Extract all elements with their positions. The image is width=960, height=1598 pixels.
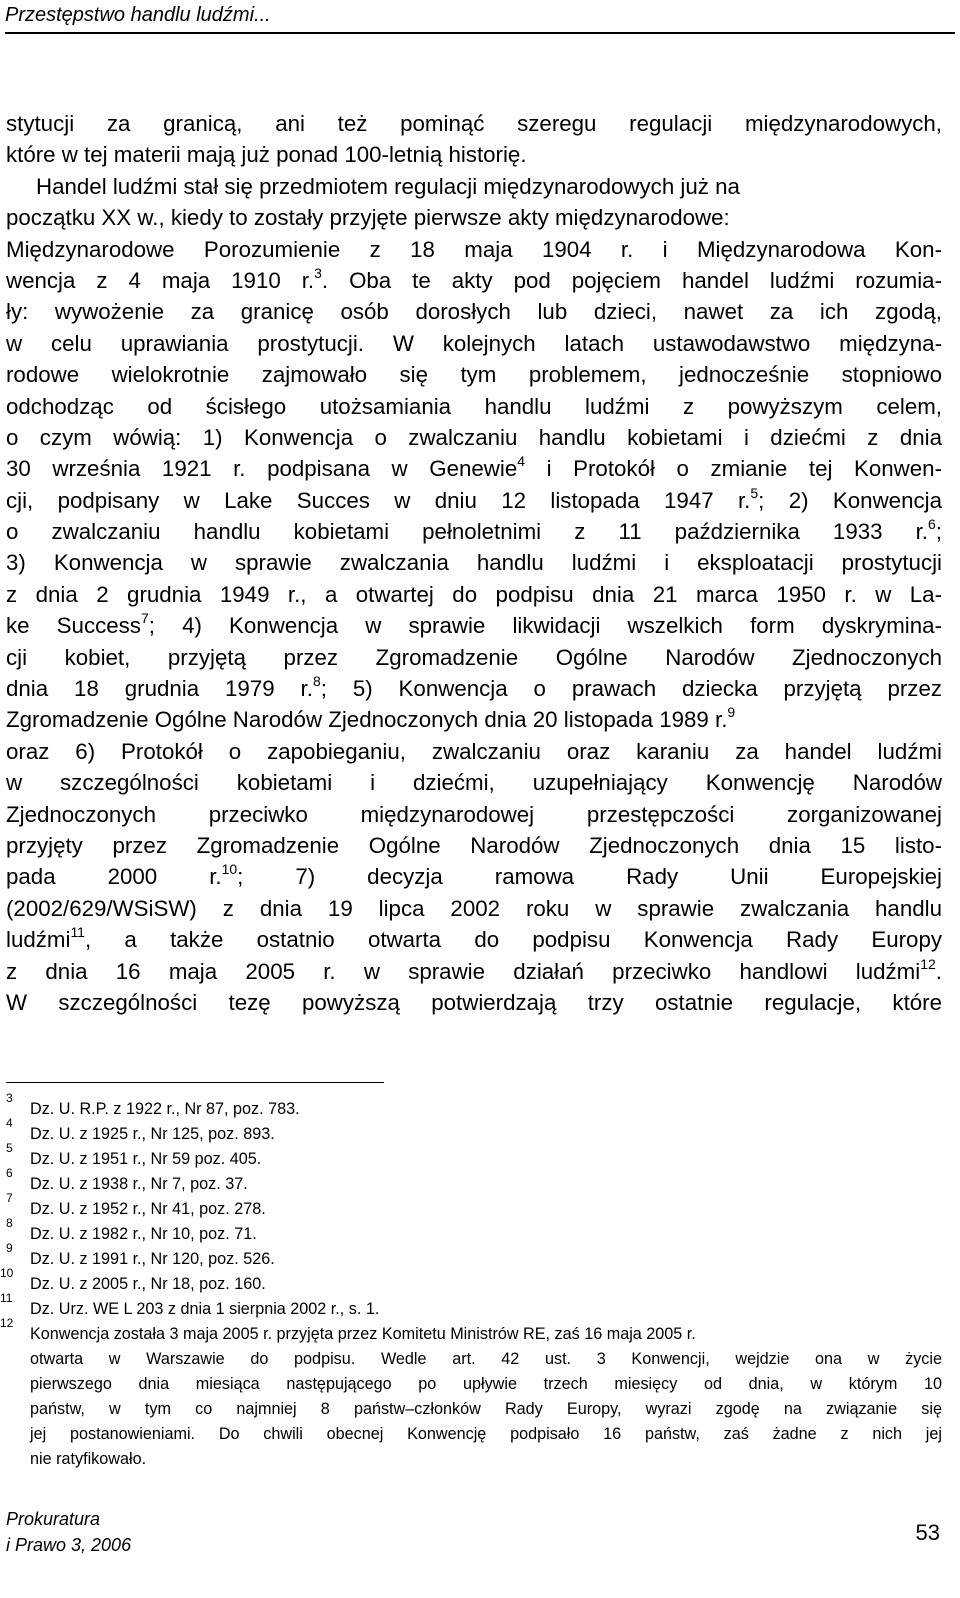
footnote — [6, 1216, 942, 1247]
text-line: W szczególności tezę powyższą potwierdzają trzy ostatnie regulacje, które — [6, 989, 942, 1015]
text-line: w szczególności kobietami i dziećmi, uzupełniający Konwencję Narodów — [6, 770, 942, 796]
text-line: Międzynarodowe Porozumienie z 18 maja 1904 r. i Międzynarodowa Kon- — [6, 236, 942, 262]
footnote-ref: 3 — [314, 264, 322, 281]
text-segment: Zgromadzenie Ogólne Narodów Zjednoczonych dnia 20 listopada 1989 r. — [6, 707, 728, 733]
text-segment: ; 7) decyzja ramowa Rady Unii Europejskiej — [237, 864, 942, 890]
footnote-text: Dz. U. z 1938 r., Nr 7, poz. 37. — [30, 1175, 248, 1193]
footnote — [6, 1191, 942, 1222]
text-line: (2002/629/WSiSW) z dnia 19 lipca 2002 roku w sprawie zwalczania handlu — [6, 895, 942, 921]
footnote-text: Dz. U. z 1991 r., Nr 120, poz. 526. — [30, 1250, 275, 1268]
text-segment: i Protokół o zmianie tej Konwen- — [525, 456, 942, 482]
footnote-text: Dz. U. z 1952 r., Nr 41, poz. 278. — [30, 1200, 266, 1218]
footnote-text: Dz. U. z 1951 r., Nr 59 poz. 405. — [30, 1150, 262, 1168]
footnote-number: 5 — [6, 1141, 13, 1155]
text-line: przyjęty przez Zgromadzenie Ogólne Narodów Zjednoczonych dnia 15 listo- — [6, 832, 942, 858]
text-segment: , a także ostatnio otwarta do podpisu Konwencja Rady Europy — [84, 927, 942, 953]
footnote-number: 8 — [6, 1216, 13, 1230]
text-line: stytucji za granicą, ani też pominąć szeregu regulacji międzynarodowych, — [6, 111, 942, 136]
text-line — [6, 485, 942, 516]
text-line — [6, 861, 942, 892]
text-line: odchodząc od ścisłego utożsamiania handlu ludźmi z powyższym celem, — [6, 393, 942, 419]
footnote-text: Dz. U. z 2005 r., Nr 18, poz. 160. — [30, 1275, 266, 1293]
text-line — [6, 924, 942, 955]
footnote — [6, 1141, 942, 1172]
text-line — [6, 265, 942, 296]
footnote-separator — [6, 1082, 384, 1083]
running-header — [5, 2, 955, 34]
footnote — [0, 1266, 942, 1297]
text-segment: ; 2) Konwencja — [758, 487, 942, 513]
text-segment: ludźmi — [6, 927, 71, 953]
text-line: oraz 6) Protokół o zapobieganiu, zwalczaniu oraz karaniu za handel ludźmi — [6, 738, 942, 764]
main-text — [6, 108, 942, 1018]
text-line: rodowe wielokrotnie zajmowało się tym problemem, jednocześnie stopniowo — [6, 362, 942, 388]
text-segment: ; 4) Konwencja w sprawie likwidacji wszelkich form dyskrymina- — [148, 613, 942, 639]
journal-name: Prokuratura — [6, 1509, 101, 1529]
footnote — [6, 1166, 942, 1197]
text-line: ły: wywożenie za granicę osób dorosłych lub dzieci, nawet za ich zgodą, — [6, 299, 942, 325]
footnote-continuation: otwarta w Warszawie do podpisu. Wedle art. 42 ust. 3 Konwencji, wejdzie ona w życie — [30, 1350, 942, 1368]
text-line — [6, 516, 942, 547]
text-segment: . — [935, 958, 942, 984]
text-line: Zjednoczonych przeciwko międzynarodowej przestępczości zorganizowanej — [6, 801, 942, 827]
footnote-number: 9 — [6, 1241, 13, 1255]
text-segment: . Oba te akty pod pojęciem handel ludźmi rozumia- — [321, 267, 942, 293]
text-line: początku XX w., kiedy to zostały przyjęte pierwsze akty międzynarodowe: — [6, 205, 730, 231]
footnote-ref: 7 — [140, 610, 149, 627]
footnote-text: Dz. U. z 1982 r., Nr 10, poz. 71. — [30, 1225, 257, 1243]
footnote-text: Dz. U. z 1925 r., Nr 125, poz. 893. — [30, 1125, 275, 1143]
text-segment: ke Success — [6, 613, 141, 639]
footnote-number: 4 — [6, 1116, 13, 1130]
footnote-number: 7 — [6, 1191, 13, 1205]
text-segment: o zwalczaniu handlu kobietami pełnoletnimi z 11 października 1933 r. — [6, 519, 928, 545]
footnote-ref: 5 — [750, 484, 759, 501]
footnote — [6, 1241, 942, 1272]
footnote-ref: 11 — [70, 924, 85, 941]
text-segment: wencja z 4 maja 1910 r. — [6, 267, 315, 293]
text-segment: cji, podpisany w Lake Succes w dniu 12 listopada 1947 r. — [6, 487, 751, 513]
journal-info — [6, 1506, 131, 1558]
footnote-continuation: jej postanowieniami. Do chwili obecnej Konwencję podpisało 16 państw, zaś żadne z nich jej — [30, 1425, 942, 1443]
text-segment: ; — [935, 519, 942, 545]
footnote-ref: 4 — [517, 453, 526, 470]
text-line: które w tej materii mają już ponad 100-letnią historię. — [6, 142, 527, 168]
text-segment: z dnia 16 maja 2005 r. w sprawie działań przeciwko handlowi ludźmi — [6, 958, 921, 984]
text-line: z dnia 2 grudnia 1949 r., a otwartej do podpisu dnia 21 marca 1950 r. w La- — [6, 581, 942, 607]
text-line: w celu uprawiania prostytucji. W kolejnych latach ustawodawstwo międzyna- — [6, 330, 942, 356]
footnote — [0, 1316, 942, 1347]
text-line — [6, 673, 942, 704]
footnote-number: 11 — [0, 1291, 13, 1305]
text-line: o czym wówią: 1) Konwencja o zwalczaniu handlu kobietami i dziećmi z dnia — [6, 424, 942, 450]
footnote-continuation: państw, w tym co najmniej 8 państw–członków Rady Europy, wyrazi zgodę na związanie się — [30, 1400, 942, 1418]
footnotes — [0, 1091, 942, 1472]
text-line — [6, 453, 942, 484]
text-line — [6, 956, 942, 987]
footnote — [0, 1291, 942, 1322]
footnote-ref: 10 — [221, 861, 238, 878]
footnote-continuation: nie ratyfikowało. — [30, 1450, 147, 1468]
footnote-number: 3 — [6, 1091, 13, 1105]
footnote-number: 6 — [6, 1166, 13, 1180]
footnote-number: 10 — [0, 1266, 14, 1280]
footnote — [6, 1091, 942, 1122]
footnote-text: Dz. Urz. WE L 203 z dnia 1 sierpnia 2002 r., s. 1. — [30, 1300, 380, 1318]
text-line: cji kobiet, przyjętą przez Zgromadzenie Ogólne Narodów Zjednoczonych — [6, 644, 942, 670]
footnote-number: 12 — [0, 1316, 14, 1330]
text-segment: dnia 18 grudnia 1979 r. — [6, 676, 313, 702]
text-segment: 30 września 1921 r. podpisana w Genewie — [6, 456, 518, 482]
footnote-ref: 9 — [727, 704, 736, 721]
text-line: 3) Konwencja w sprawie zwalczania handlu ludźmi i eksploatacji prostytucji — [6, 550, 942, 576]
footnote-text: Konwencja została 3 maja 2005 r. przyjęta przez Komitetu Ministrów RE, zaś 16 maja 2005 r. — [30, 1325, 696, 1343]
footnote-continuation: pierwszego dnia miesiąca następującego po upływie trzech miesięcy od dnia, w którym 10 — [30, 1375, 942, 1393]
footnote-ref: 8 — [312, 673, 321, 690]
journal-issue: i Prawo 3, 2006 — [6, 1535, 132, 1555]
text-line — [6, 704, 942, 735]
page-number: 53 — [915, 1520, 940, 1545]
text-line — [6, 610, 942, 641]
text-segment: ; 5) Konwencja o prawach dziecka przyjętą przez — [320, 676, 942, 702]
header-title: Przestępstwo handlu ludźmi... — [5, 4, 271, 26]
footnote-ref: 12 — [920, 955, 936, 972]
footnote — [6, 1116, 942, 1147]
footnote-ref: 6 — [928, 516, 936, 533]
footnote-text: Dz. U. R.P. z 1922 r., Nr 87, poz. 783. — [30, 1100, 300, 1118]
text-line: Handel ludźmi stał się przedmiotem regulacji międzynarodowych już na — [36, 173, 740, 199]
text-segment: pada 2000 r. — [6, 864, 222, 890]
